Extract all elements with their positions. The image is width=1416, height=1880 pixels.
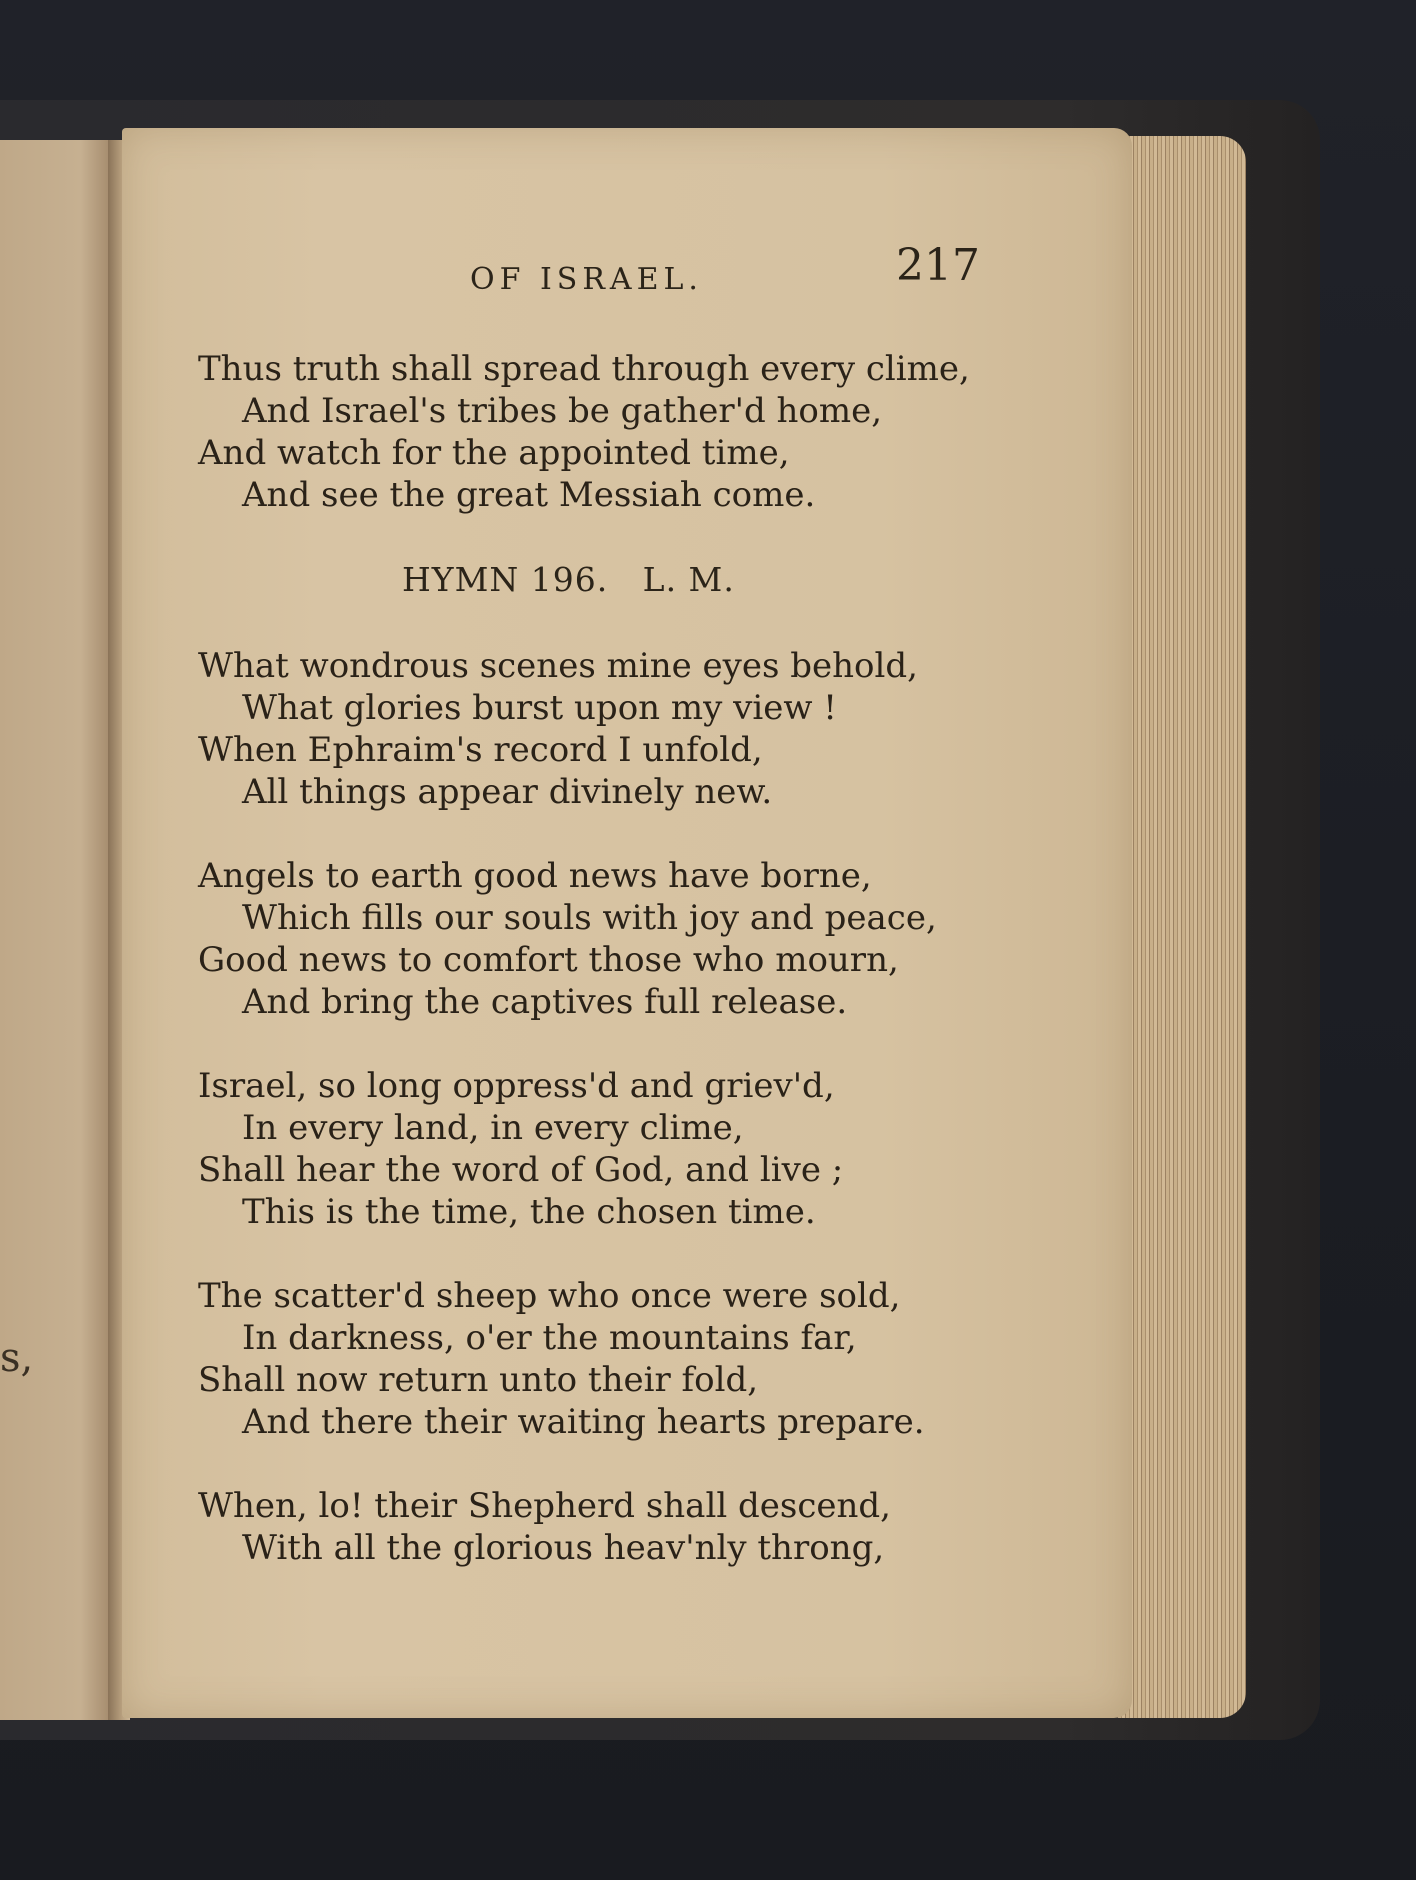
verse-line: Israel, so long oppress'd and griev'd, — [198, 1066, 835, 1106]
hymn-stanza-5 — [198, 1485, 998, 1569]
verse-line: And watch for the appointed time, — [198, 433, 790, 473]
verse-line: Shall hear the word of God, and live ; — [198, 1150, 844, 1190]
verse-line: With all the glorious heav'nly throng, — [242, 1528, 885, 1568]
verse-line: Good news to comfort those who mourn, — [198, 940, 899, 980]
verse-line: When, lo! their Shepherd shall descend, — [198, 1486, 891, 1526]
verse-line: The scatter'd sheep who once were sold, — [198, 1276, 901, 1316]
verse-line: What wondrous scenes mine eyes behold, — [198, 646, 918, 686]
verse-line: When Ephraim's record I unfold, — [198, 730, 763, 770]
verse-line: In every land, in every clime, — [242, 1108, 744, 1148]
hymn-stanza-2 — [198, 855, 998, 1023]
verse-line: What glories burst upon my view ! — [242, 688, 837, 728]
verse-line: And bring the captives full release. — [242, 982, 848, 1022]
verse-line: Shall now return unto their fold, — [198, 1360, 759, 1400]
verse-line: Angels to earth good news have borne, — [198, 856, 872, 896]
left-page-text-fragment: s, — [0, 1335, 34, 1381]
verse-line: Thus truth shall spread through every clime, — [198, 349, 970, 389]
running-head: OF ISRAEL. — [470, 262, 703, 297]
verse-line: And Israel's tribes be gather'd home, — [242, 391, 883, 431]
page-number: 217 — [896, 240, 980, 291]
opening-stanza — [198, 348, 998, 516]
hymn-title: HYMN 196. L. M. — [402, 560, 735, 599]
verse-line: Which fills our souls with joy and peace, — [242, 898, 937, 938]
verse-line: And see the great Messiah come. — [242, 475, 816, 515]
verse-line: This is the time, the chosen time. — [242, 1192, 816, 1232]
verse-line: All things appear divinely new. — [242, 772, 773, 812]
left-page — [0, 140, 115, 1720]
verse-line: And there their waiting hearts prepare. — [242, 1402, 925, 1442]
hymn-stanza-3 — [198, 1065, 998, 1233]
hymn-stanza-4 — [198, 1275, 998, 1443]
hymn-stanza-1 — [198, 645, 998, 813]
page-edges — [1118, 136, 1246, 1718]
verse-line: In darkness, o'er the mountains far, — [242, 1318, 857, 1358]
